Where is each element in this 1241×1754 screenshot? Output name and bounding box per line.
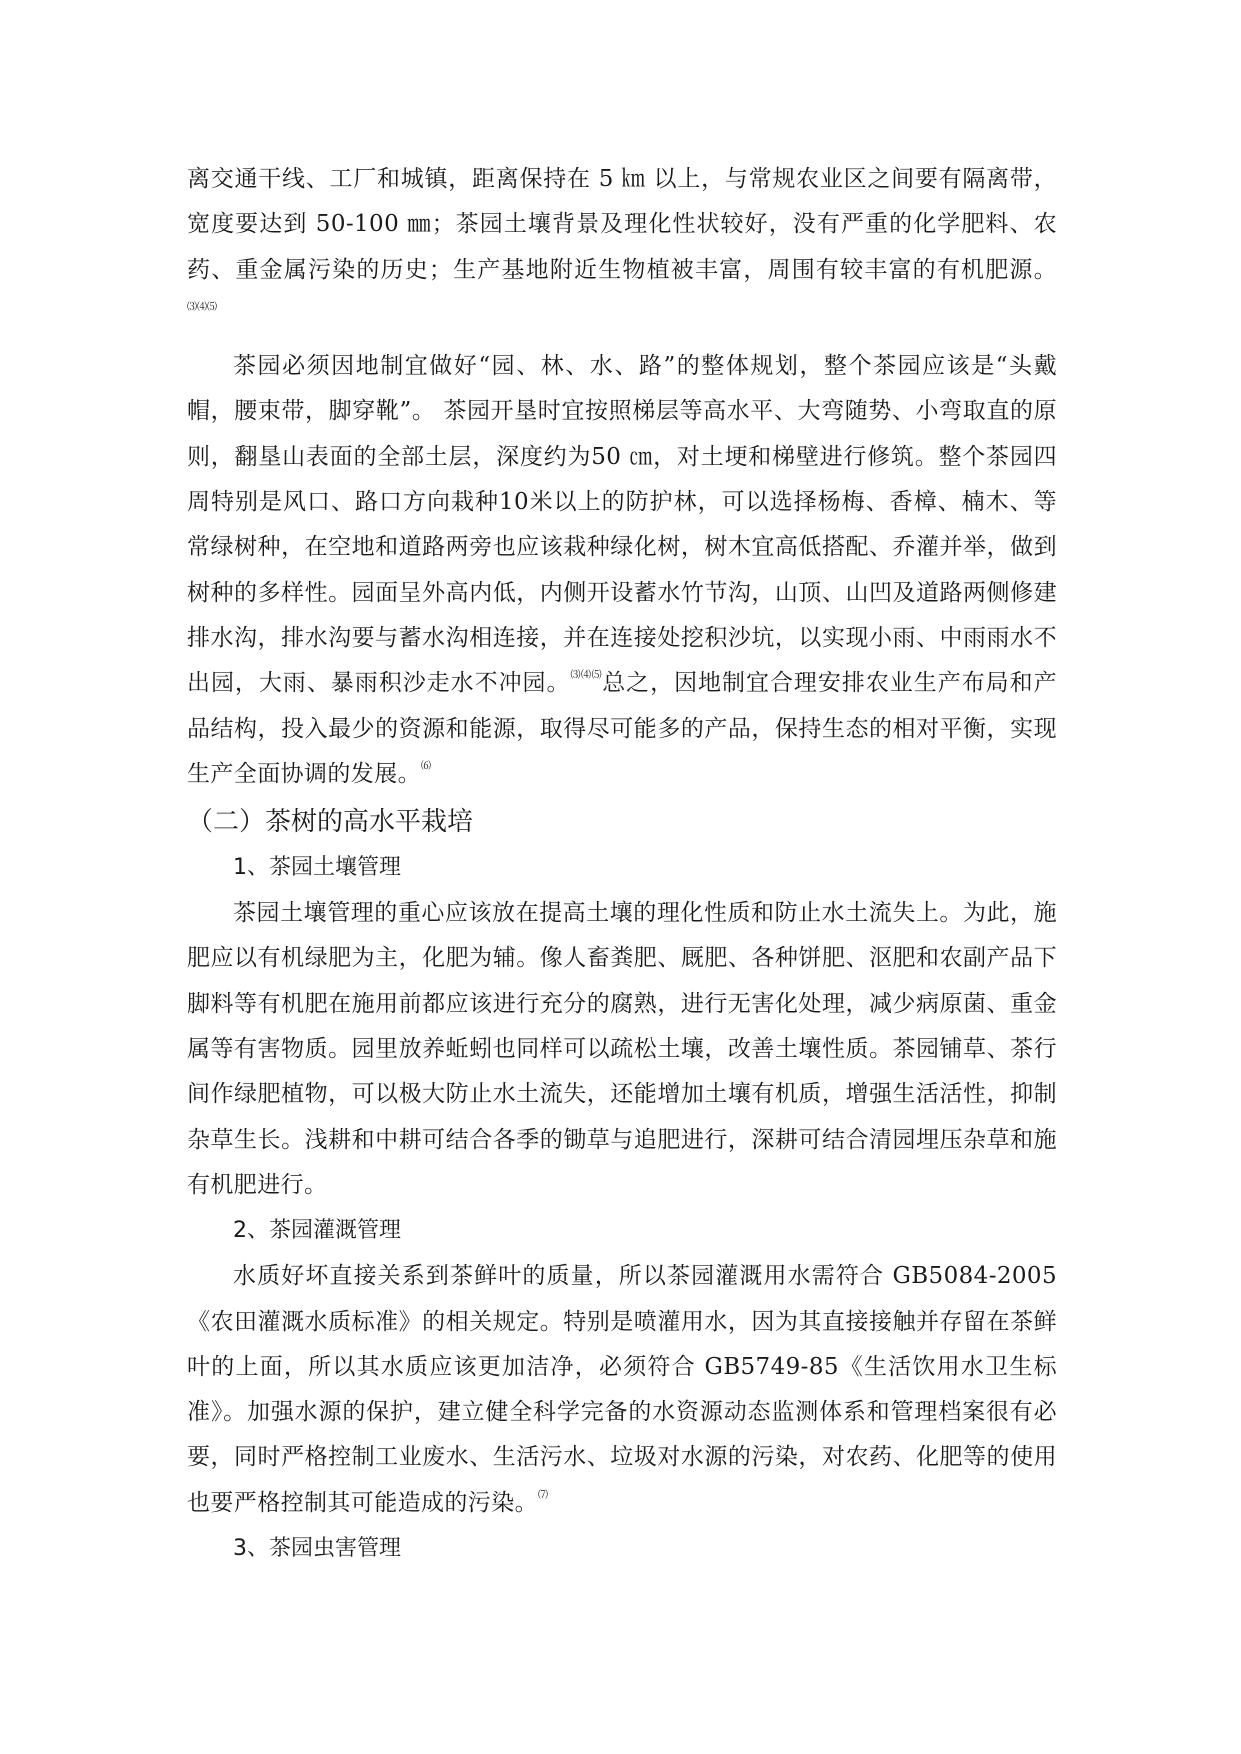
paragraph-site-selection	[187, 157, 1057, 338]
paragraph-text: 离交通干线、工厂和城镇，距离保持在 5 ㎞ 以上，与常规农业区之间要有隔离带，宽度要达到 50-100 ㎜；茶园土壤背景及理化性状较好，没有严重的化学肥料、农药、重金属污染的历史；生产基地附近生物植被丰富，周围有较丰富的有机肥源。	[187, 166, 1057, 283]
subsection-heading-pest: 3、茶园虫害管理	[233, 1536, 401, 1562]
paragraph-irrigation-management	[187, 1254, 1057, 1526]
paragraph-soil-management	[187, 891, 1057, 1208]
citation-marker: ⑺	[538, 1489, 548, 1501]
citation-marker: ⑶⑷⑸	[570, 670, 603, 682]
document-body	[187, 157, 1057, 1572]
subsection-heading-irrigation: 2、茶园灌溉管理	[233, 1218, 401, 1244]
citation-marker: ⑶⑷⑸	[187, 301, 217, 313]
section-heading: （二）茶树的高水平栽培	[187, 807, 474, 838]
subsection-heading-soil: 1、茶园土壤管理	[233, 855, 401, 881]
paragraph-text: 茶园必须因地制宜做好“园、林、水、路”的整体规划，整个茶园应该是“头戴帽，腰束带，脚穿靴”。 茶园开垦时宜按照梯层等高水平、大弯随势、小弯取直的原则，翻垦山表面的全部土层，深度约为50 ㎝，对土埂和梯壁进行修筑。整个茶园四周特别是风口、路口方向栽种10米以上的防护林，可以选择杨梅、香樟、楠木、等常绿树种，在空地和道路两旁也应该栽种绿化树，树木宜高低搭配、乔灌并举，做到树种的多样性。园面呈外高内低，内侧开设蓄水竹节沟，山顶、山凹及道路两侧修建排水沟，排水沟要与蓄水沟相连接，并在连接处挖积沙坑，以实现小雨、中雨雨水不出园，大雨、暴雨积沙走水不冲园。	[187, 353, 1057, 697]
paragraph-garden-planning	[187, 344, 1057, 797]
paragraph-text: 茶园土壤管理的重心应该放在提高土壤的理化性质和防止水土流失上。为此，施肥应以有机绿肥为主，化肥为辅。像人畜粪肥、厩肥、各种饼肥、沤肥和农副产品下脚料等有机肥在施用前都应该进行充分的腐熟，进行无害化处理，减少病原菌、重金属等有害物质。园里放养蚯蚓也同样可以疏松土壤，改善土壤性质。茶园铺草、茶行间作绿肥植物，可以极大防止水土流失，还能增加土壤有机质，增强生活活性，抑制杂草生长。浅耕和中耕可结合各季的锄草与追肥进行，深耕可结合清园埋压杂草和施有机肥进行。	[187, 900, 1057, 1198]
paragraph-text: 水质好坏直接关系到茶鲜叶的质量，所以茶园灌溉用水需符合 GB5084-2005《农田灌溉水质标准》的相关规定。特别是喷灌用水，因为其直接接触并存留在茶鲜叶的上面，所以其水质应该更加洁净，必须符合 GB5749-85《生活饮用水卫生标准》。加强水源的保护，建立健全科学完备的水资源动态监测体系和管理档案很有必要，同时严格控制工业废水、生活污水、垃圾对水源的污染，对农药、化肥等的使用也要严格控制其可能造成的污染。	[187, 1263, 1057, 1516]
citation-marker: ⑹	[421, 760, 431, 772]
paragraph-text: 总之，因地制宜合理安排农业生产布局和产品结构，投入最少的资源和能源，取得尽可能多的产品，保持生态的相对平衡，实现生产全面协调的发展。	[187, 670, 1057, 787]
